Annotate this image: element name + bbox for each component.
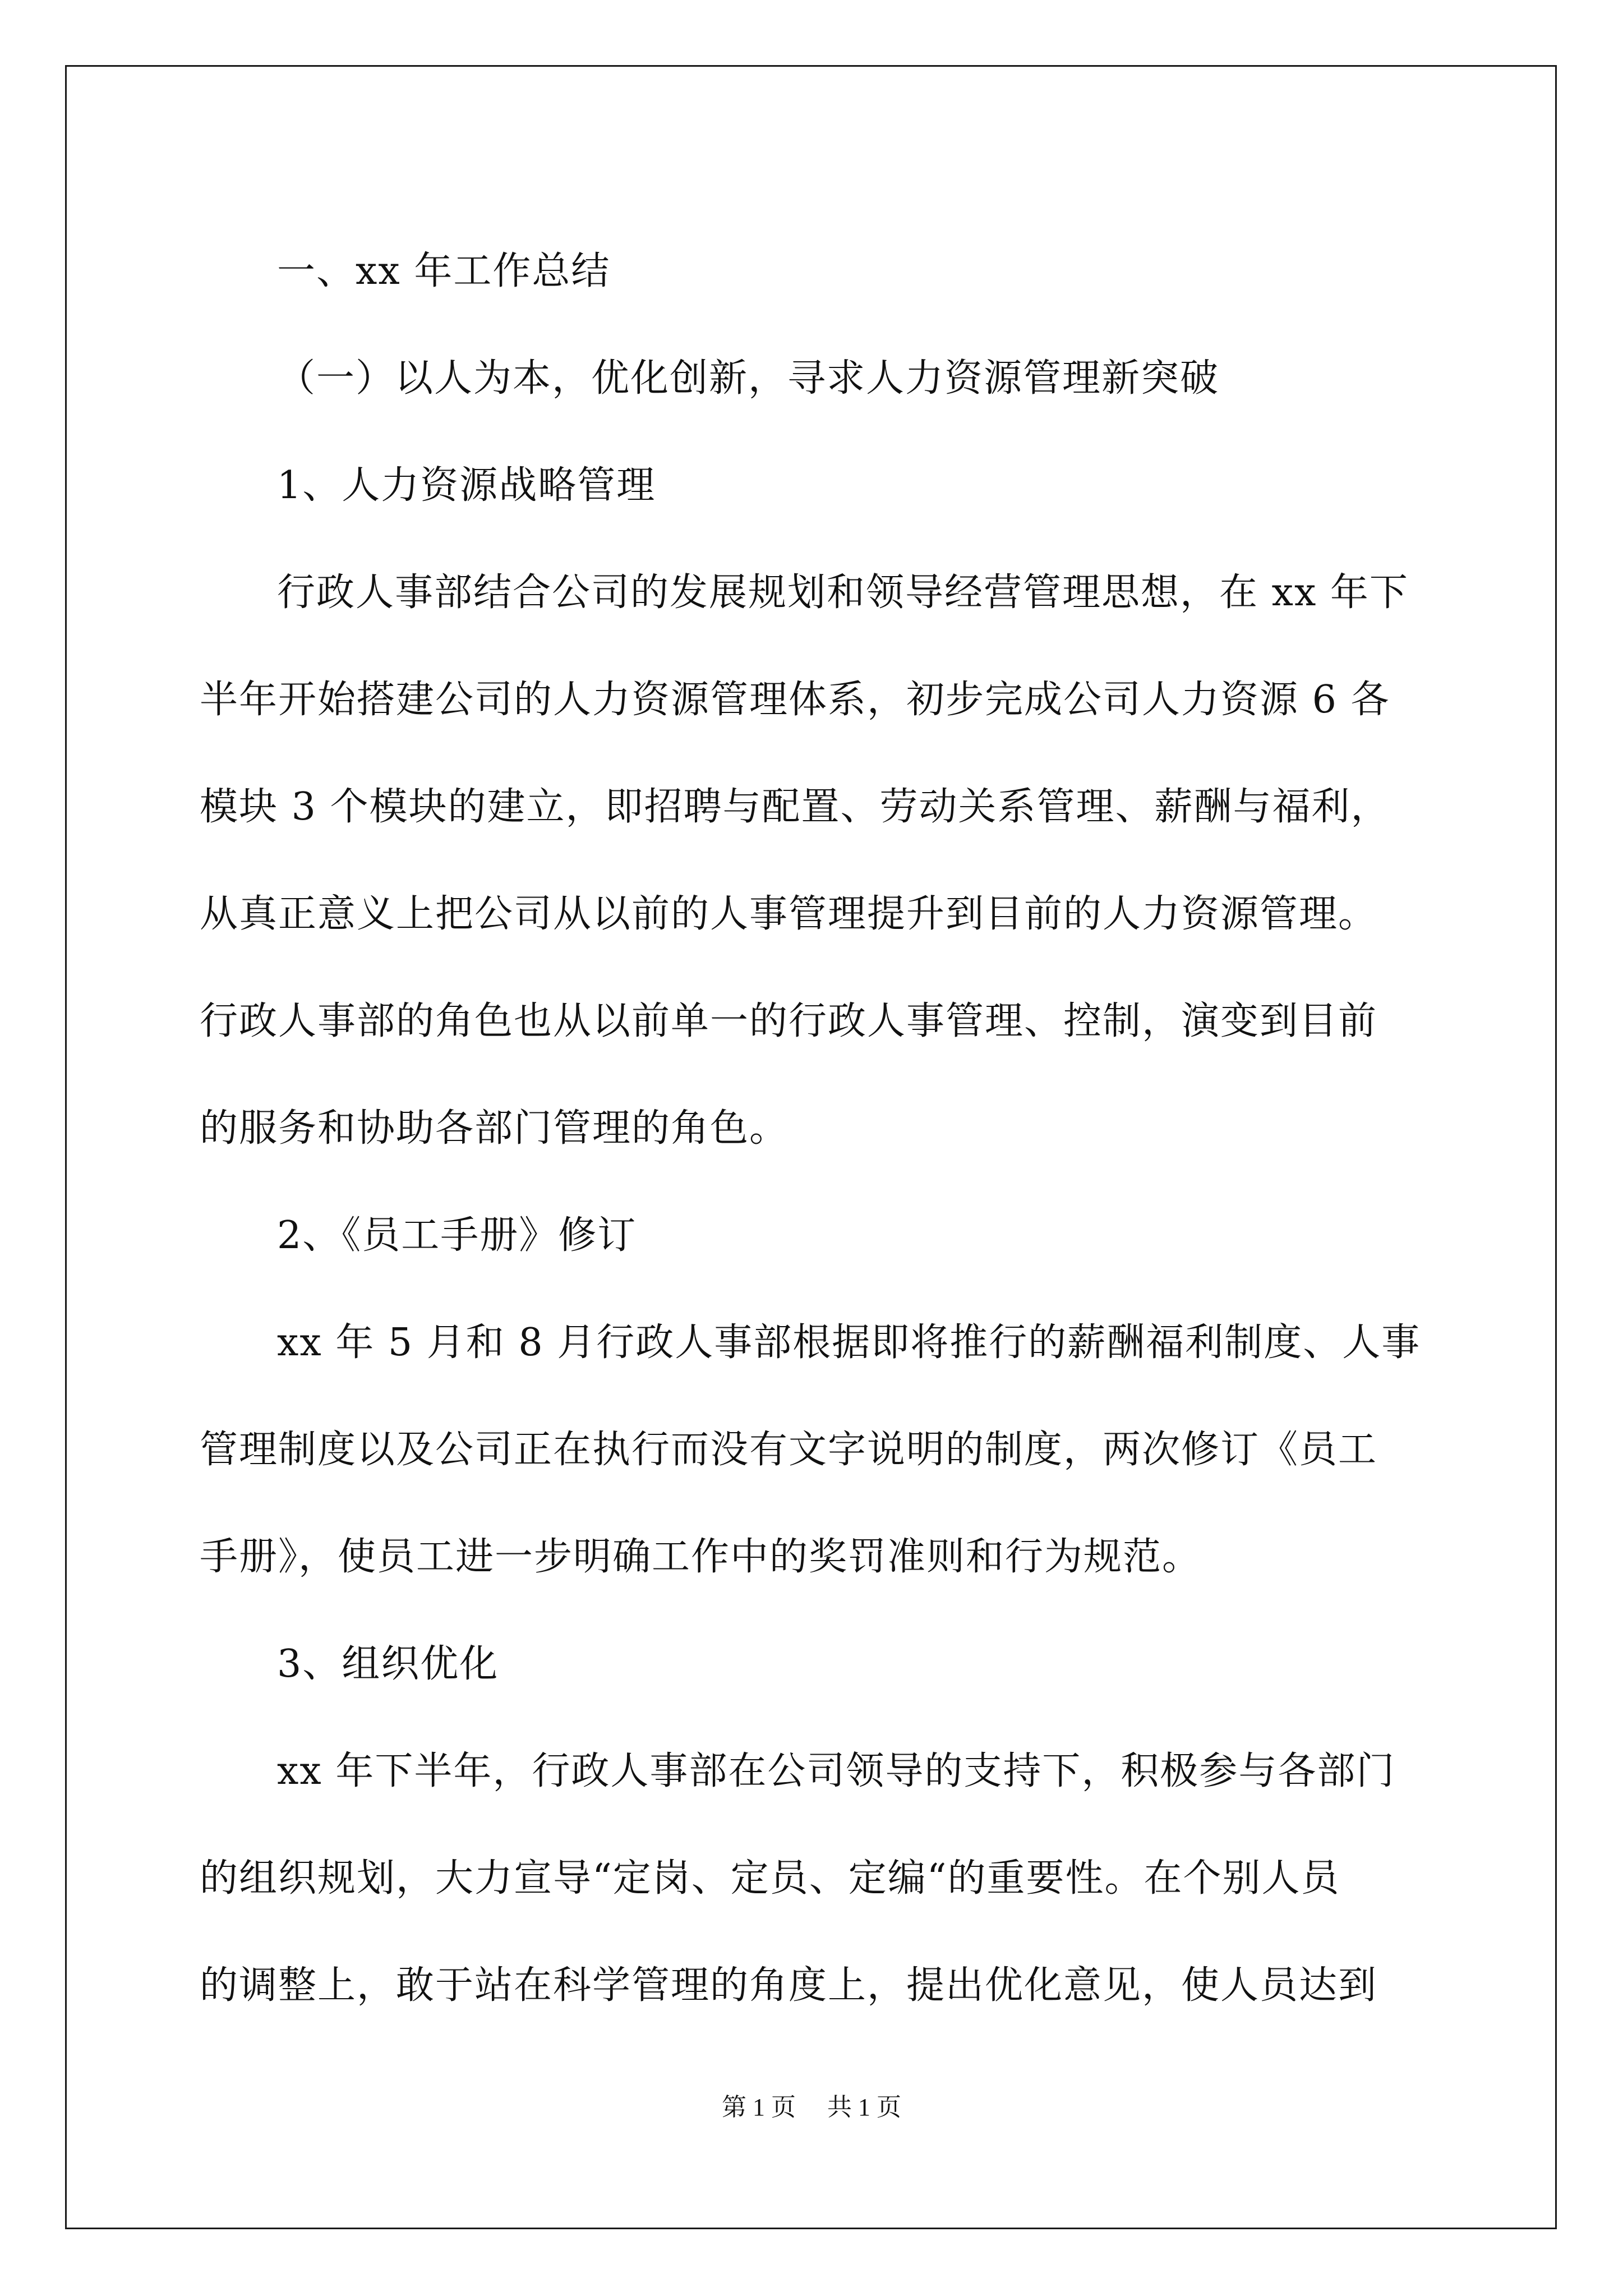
document-body: [200, 218, 1428, 2039]
page-number: 第 1 页: [722, 2093, 796, 2121]
paragraph-line: xx 年 5 月和 8 月行政人事部根据即将推行的薪酬福利制度、人事: [277, 1320, 1421, 1365]
paragraph-line: 从真正意义上把公司从以前的人事管理提升到目前的人力资源管理。: [200, 892, 1378, 936]
paragraph-line: 的服务和协助各部门管理的角色。: [200, 1106, 789, 1151]
paragraph-line: 的组织规划，大力宣导“定岗、定员、定编“的重要性。在个别人员: [200, 1856, 1340, 1901]
item-heading-2: 2、《员工手册》修订: [277, 1213, 637, 1258]
paragraph-line: 行政人事部结合公司的发展规划和领导经营管理思想，在 xx 年下: [277, 570, 1409, 615]
item-heading-1: 1、人力资源战略管理: [277, 463, 656, 508]
paragraph-line: 半年开始搭建公司的人力资源管理体系，初步完成公司人力资源 6 各: [200, 678, 1390, 722]
section-heading: 一、xx 年工作总结: [277, 249, 611, 293]
paragraph-line: 管理制度以及公司正在执行而没有文字说明的制度，两次修订《员工: [200, 1428, 1378, 1472]
paragraph-line: 行政人事部的角色也从以前单一的行政人事管理、控制，演变到目前: [200, 999, 1378, 1043]
page-total: 共 1 页: [827, 2093, 901, 2121]
item-heading-3: 3、组织优化: [277, 1642, 499, 1686]
page-footer: [0, 2087, 1623, 2123]
paragraph-line: xx 年下半年，行政人事部在公司领导的支持下，积极参与各部门: [277, 1749, 1396, 1793]
paragraph-line: 手册》，使员工进一步明确工作中的奖罚准则和行为规范。: [200, 1535, 1202, 1579]
subsection-heading: （一）以人为本，优化创新，寻求人力资源管理新突破: [277, 356, 1220, 401]
paragraph-line: 模块 3 个模块的建立，即招聘与配置、劳动关系管理、薪酬与福利，: [200, 785, 1390, 829]
paragraph-line: 的调整上，敢于站在科学管理的角度上，提出优化意见，使人员达到: [200, 1963, 1378, 2008]
